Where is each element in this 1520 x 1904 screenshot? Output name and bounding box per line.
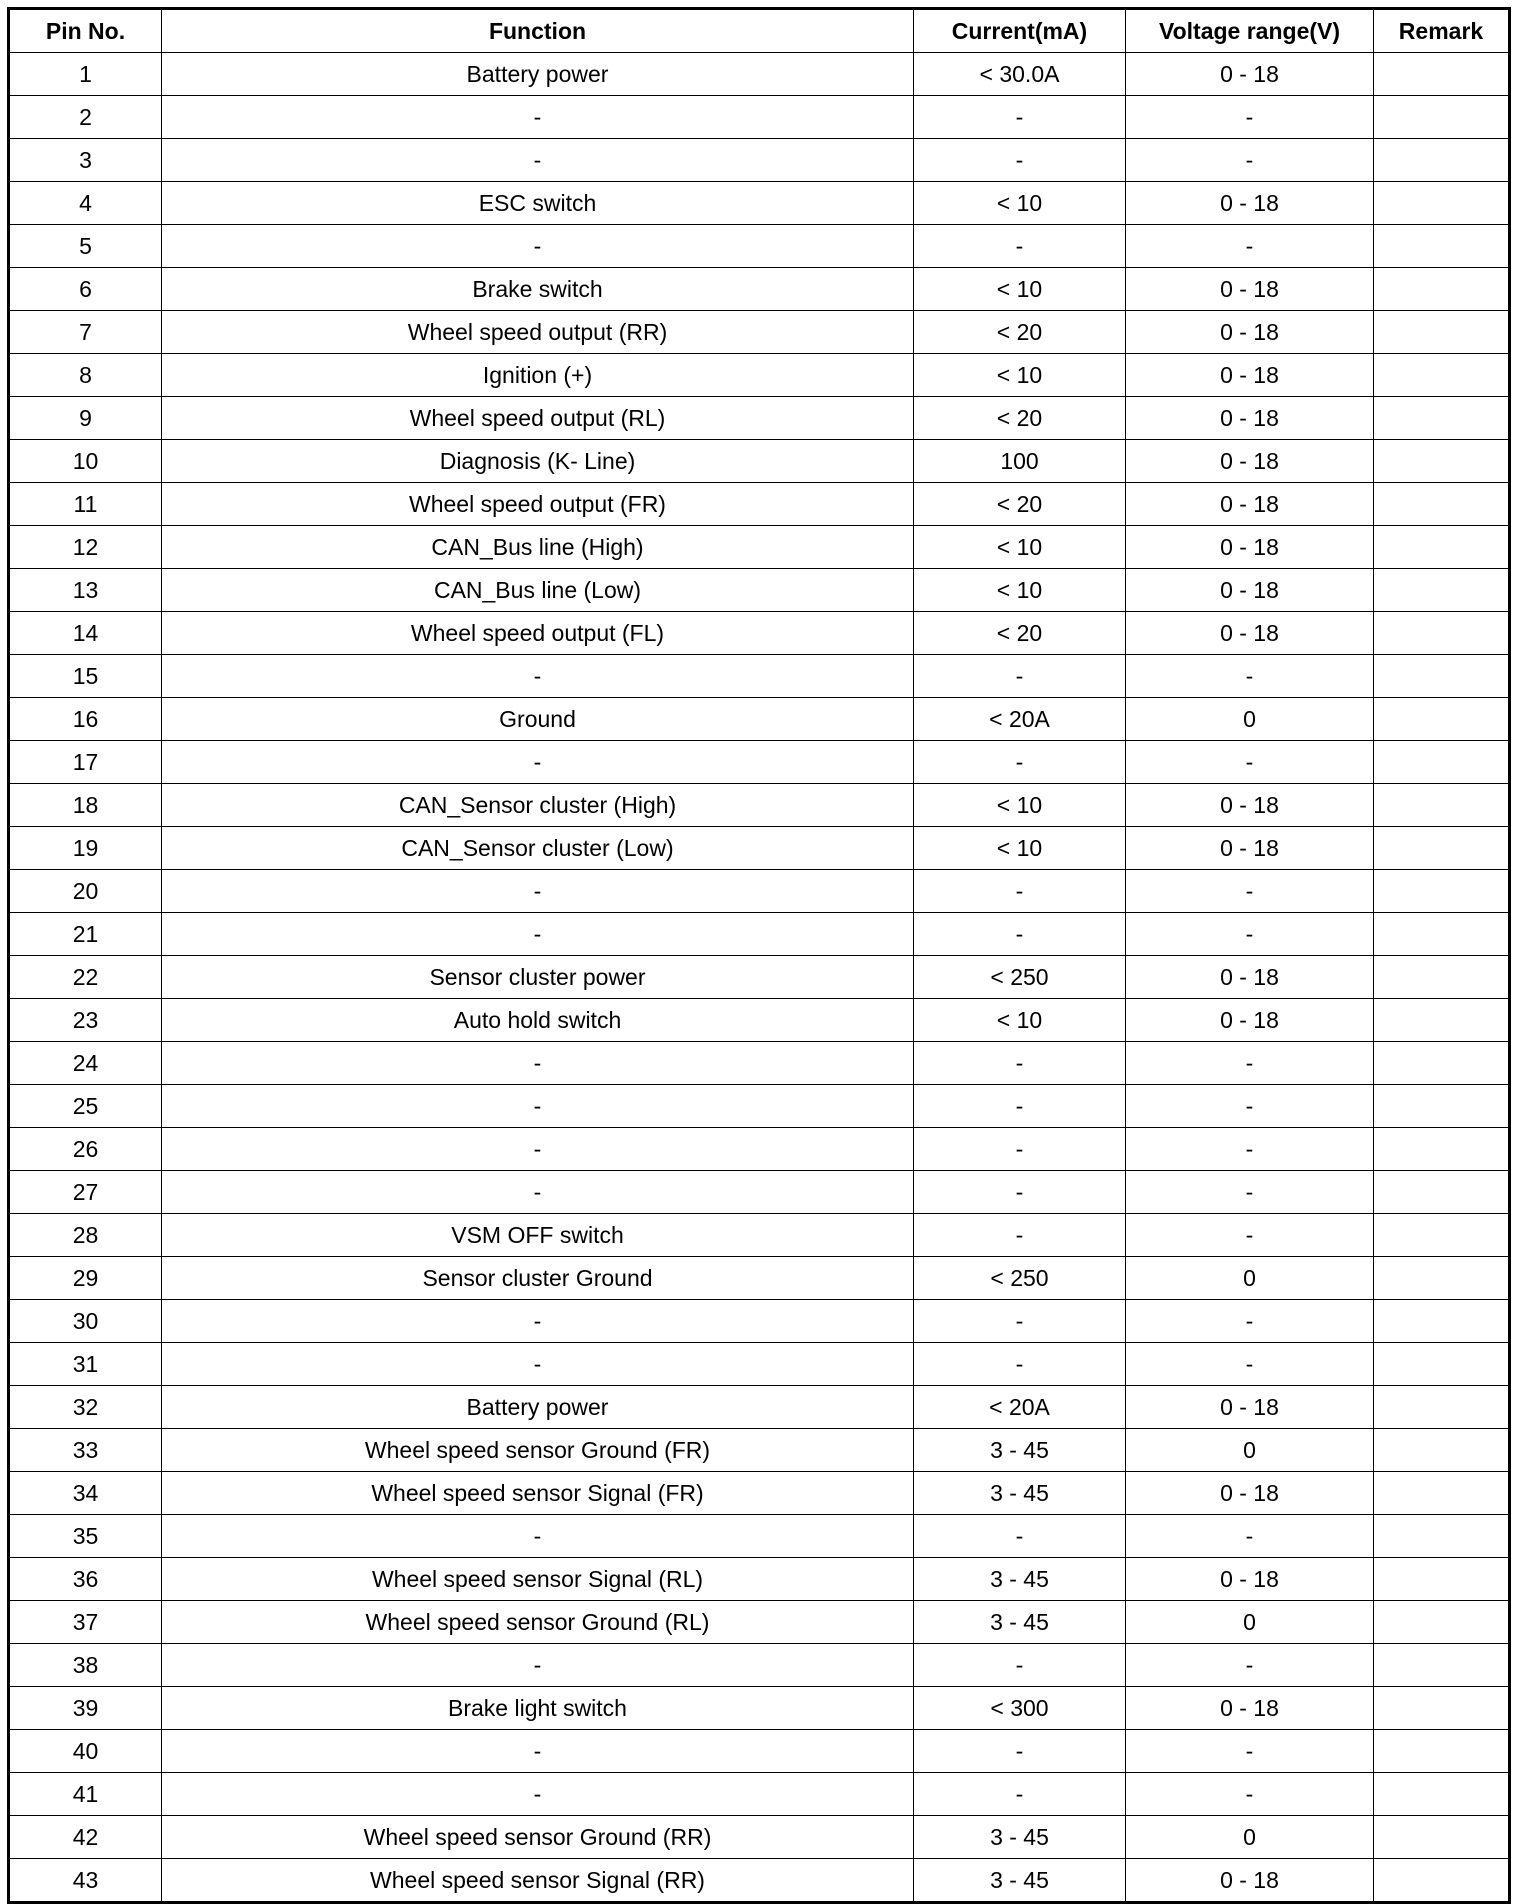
voltage-range-cell: - (1126, 1085, 1374, 1128)
table-row (9, 827, 1510, 870)
remark-cell (1374, 698, 1510, 741)
function-cell: - (162, 96, 914, 139)
pin-no-cell: 35 (9, 1515, 162, 1558)
pin-no-cell: 28 (9, 1214, 162, 1257)
table-row (9, 870, 1510, 913)
function-cell: Wheel speed sensor Signal (RR) (162, 1859, 914, 1903)
current-cell: - (914, 1214, 1126, 1257)
function-cell: CAN_Sensor cluster (Low) (162, 827, 914, 870)
pin-no-cell: 7 (9, 311, 162, 354)
current-cell: - (914, 1343, 1126, 1386)
function-cell: ESC switch (162, 182, 914, 225)
remark-cell (1374, 1558, 1510, 1601)
table-row (9, 1085, 1510, 1128)
table-row (9, 1429, 1510, 1472)
table-row (9, 612, 1510, 655)
table-row (9, 999, 1510, 1042)
table-row (9, 1515, 1510, 1558)
current-cell: 3 - 45 (914, 1472, 1126, 1515)
current-cell: 3 - 45 (914, 1429, 1126, 1472)
pin-no-cell: 34 (9, 1472, 162, 1515)
pin-no-cell: 27 (9, 1171, 162, 1214)
table-row (9, 182, 1510, 225)
remark-cell (1374, 397, 1510, 440)
voltage-range-cell: - (1126, 1730, 1374, 1773)
voltage-range-cell: 0 - 18 (1126, 999, 1374, 1042)
pin-no-cell: 37 (9, 1601, 162, 1644)
remark-cell (1374, 1128, 1510, 1171)
table-row (9, 655, 1510, 698)
pin-no-cell: 23 (9, 999, 162, 1042)
pin-no-cell: 15 (9, 655, 162, 698)
pin-no-cell: 41 (9, 1773, 162, 1816)
current-cell: - (914, 741, 1126, 784)
remark-cell (1374, 913, 1510, 956)
voltage-range-cell: 0 - 18 (1126, 53, 1374, 96)
pin-no-cell: 22 (9, 956, 162, 999)
pin-no-cell: 26 (9, 1128, 162, 1171)
voltage-range-cell: 0 - 18 (1126, 311, 1374, 354)
current-cell: 3 - 45 (914, 1816, 1126, 1859)
current-cell: < 20 (914, 612, 1126, 655)
function-cell: - (162, 1042, 914, 1085)
function-cell: - (162, 1730, 914, 1773)
voltage-range-cell: 0 - 18 (1126, 483, 1374, 526)
function-cell: Battery power (162, 53, 914, 96)
remark-cell (1374, 870, 1510, 913)
current-cell: < 20 (914, 397, 1126, 440)
function-cell: Wheel speed output (RL) (162, 397, 914, 440)
current-cell: < 10 (914, 784, 1126, 827)
function-cell: - (162, 1644, 914, 1687)
voltage-range-cell: - (1126, 1042, 1374, 1085)
remark-cell (1374, 268, 1510, 311)
table-row (9, 1257, 1510, 1300)
pin-no-cell: 21 (9, 913, 162, 956)
pin-no-cell: 31 (9, 1343, 162, 1386)
remark-cell (1374, 1171, 1510, 1214)
current-cell: < 10 (914, 827, 1126, 870)
table-row (9, 1171, 1510, 1214)
current-cell: < 250 (914, 956, 1126, 999)
remark-cell (1374, 1386, 1510, 1429)
pin-no-cell: 10 (9, 440, 162, 483)
remark-cell (1374, 1085, 1510, 1128)
current-cell: - (914, 1128, 1126, 1171)
current-cell: - (914, 1042, 1126, 1085)
pin-no-cell: 38 (9, 1644, 162, 1687)
pin-no-cell: 25 (9, 1085, 162, 1128)
pin-no-cell: 39 (9, 1687, 162, 1730)
current-cell: - (914, 870, 1126, 913)
table-row (9, 139, 1510, 182)
remark-cell (1374, 827, 1510, 870)
table-row (9, 1773, 1510, 1816)
voltage-range-cell: 0 - 18 (1126, 569, 1374, 612)
function-cell: Auto hold switch (162, 999, 914, 1042)
voltage-range-cell: - (1126, 1644, 1374, 1687)
remark-cell (1374, 1773, 1510, 1816)
current-cell: 3 - 45 (914, 1601, 1126, 1644)
table-row (9, 397, 1510, 440)
remark-cell (1374, 311, 1510, 354)
current-cell: < 10 (914, 182, 1126, 225)
current-cell: 3 - 45 (914, 1859, 1126, 1903)
voltage-range-cell: - (1126, 1300, 1374, 1343)
current-cell: 3 - 45 (914, 1558, 1126, 1601)
current-cell: < 10 (914, 526, 1126, 569)
table-row (9, 1644, 1510, 1687)
table-row (9, 1601, 1510, 1644)
table-row (9, 1687, 1510, 1730)
pin-no-cell: 12 (9, 526, 162, 569)
voltage-range-cell: 0 - 18 (1126, 1472, 1374, 1515)
table-row (9, 741, 1510, 784)
current-cell: - (914, 225, 1126, 268)
function-cell: - (162, 913, 914, 956)
table-row (9, 225, 1510, 268)
voltage-range-cell: 0 - 18 (1126, 354, 1374, 397)
table-row (9, 956, 1510, 999)
pin-no-cell: 4 (9, 182, 162, 225)
pin-no-cell: 24 (9, 1042, 162, 1085)
header-pin-no: Pin No. (9, 9, 162, 53)
voltage-range-cell: - (1126, 1773, 1374, 1816)
remark-cell (1374, 784, 1510, 827)
current-cell: - (914, 1773, 1126, 1816)
voltage-range-cell: 0 (1126, 698, 1374, 741)
pin-no-cell: 29 (9, 1257, 162, 1300)
table-row (9, 1042, 1510, 1085)
function-cell: - (162, 139, 914, 182)
pin-no-cell: 20 (9, 870, 162, 913)
current-cell: - (914, 1644, 1126, 1687)
voltage-range-cell: 0 (1126, 1816, 1374, 1859)
voltage-range-cell: 0 - 18 (1126, 784, 1374, 827)
table-header-row (9, 9, 1510, 53)
current-cell: - (914, 139, 1126, 182)
function-cell: - (162, 1515, 914, 1558)
remark-cell (1374, 1214, 1510, 1257)
voltage-range-cell: - (1126, 96, 1374, 139)
function-cell: - (162, 741, 914, 784)
remark-cell (1374, 1472, 1510, 1515)
table-row (9, 354, 1510, 397)
voltage-range-cell: 0 - 18 (1126, 1386, 1374, 1429)
function-cell: CAN_Sensor cluster (High) (162, 784, 914, 827)
voltage-range-cell: - (1126, 870, 1374, 913)
current-cell: 100 (914, 440, 1126, 483)
table-row (9, 53, 1510, 96)
remark-cell (1374, 1644, 1510, 1687)
table-row (9, 1730, 1510, 1773)
pin-no-cell: 11 (9, 483, 162, 526)
current-cell: < 300 (914, 1687, 1126, 1730)
table-row (9, 311, 1510, 354)
function-cell: Wheel speed output (FL) (162, 612, 914, 655)
pin-no-cell: 6 (9, 268, 162, 311)
voltage-range-cell: 0 - 18 (1126, 440, 1374, 483)
remark-cell (1374, 526, 1510, 569)
table-row (9, 268, 1510, 311)
voltage-range-cell: 0 - 18 (1126, 268, 1374, 311)
remark-cell (1374, 1257, 1510, 1300)
table-row (9, 526, 1510, 569)
function-cell: Ignition (+) (162, 354, 914, 397)
voltage-range-cell: - (1126, 741, 1374, 784)
voltage-range-cell: 0 - 18 (1126, 1687, 1374, 1730)
table-row (9, 1386, 1510, 1429)
pin-no-cell: 33 (9, 1429, 162, 1472)
remark-cell (1374, 354, 1510, 397)
table-row (9, 1558, 1510, 1601)
pin-no-cell: 14 (9, 612, 162, 655)
function-cell: Sensor cluster power (162, 956, 914, 999)
pin-no-cell: 36 (9, 1558, 162, 1601)
remark-cell (1374, 569, 1510, 612)
current-cell: - (914, 1515, 1126, 1558)
remark-cell (1374, 956, 1510, 999)
remark-cell (1374, 53, 1510, 96)
function-cell: - (162, 1773, 914, 1816)
function-cell: Battery power (162, 1386, 914, 1429)
current-cell: < 20 (914, 311, 1126, 354)
voltage-range-cell: 0 - 18 (1126, 1859, 1374, 1903)
pin-no-cell: 32 (9, 1386, 162, 1429)
function-cell: - (162, 1085, 914, 1128)
table-row (9, 913, 1510, 956)
header-function: Function (162, 9, 914, 53)
remark-cell (1374, 999, 1510, 1042)
current-cell: - (914, 913, 1126, 956)
pin-function-table (7, 7, 1511, 1904)
voltage-range-cell: 0 - 18 (1126, 1558, 1374, 1601)
table-row (9, 1343, 1510, 1386)
voltage-range-cell: 0 - 18 (1126, 612, 1374, 655)
current-cell: < 30.0A (914, 53, 1126, 96)
remark-cell (1374, 1429, 1510, 1472)
function-cell: - (162, 655, 914, 698)
function-cell: Wheel speed sensor Signal (FR) (162, 1472, 914, 1515)
voltage-range-cell: - (1126, 225, 1374, 268)
voltage-range-cell: - (1126, 913, 1374, 956)
voltage-range-cell: - (1126, 1171, 1374, 1214)
header-voltage-range: Voltage range(V) (1126, 9, 1374, 53)
voltage-range-cell: - (1126, 655, 1374, 698)
remark-cell (1374, 1300, 1510, 1343)
table-row (9, 483, 1510, 526)
function-cell: Ground (162, 698, 914, 741)
remark-cell (1374, 1816, 1510, 1859)
current-cell: - (914, 1085, 1126, 1128)
table-row (9, 440, 1510, 483)
voltage-range-cell: - (1126, 1214, 1374, 1257)
remark-cell (1374, 1343, 1510, 1386)
pin-no-cell: 30 (9, 1300, 162, 1343)
remark-cell (1374, 1042, 1510, 1085)
current-cell: < 20 (914, 483, 1126, 526)
function-cell: Diagnosis (K- Line) (162, 440, 914, 483)
current-cell: - (914, 1171, 1126, 1214)
pin-no-cell: 13 (9, 569, 162, 612)
function-cell: Wheel speed output (RR) (162, 311, 914, 354)
remark-cell (1374, 741, 1510, 784)
pin-no-cell: 18 (9, 784, 162, 827)
remark-cell (1374, 1601, 1510, 1644)
function-cell: - (162, 870, 914, 913)
voltage-range-cell: 0 - 18 (1126, 956, 1374, 999)
table-row (9, 1128, 1510, 1171)
remark-cell (1374, 1859, 1510, 1903)
voltage-range-cell: 0 (1126, 1429, 1374, 1472)
function-cell: - (162, 1171, 914, 1214)
current-cell: < 20A (914, 1386, 1126, 1429)
function-cell: CAN_Bus line (High) (162, 526, 914, 569)
pin-no-cell: 43 (9, 1859, 162, 1903)
voltage-range-cell: 0 - 18 (1126, 827, 1374, 870)
function-cell: CAN_Bus line (Low) (162, 569, 914, 612)
voltage-range-cell: 0 - 18 (1126, 397, 1374, 440)
function-cell: - (162, 225, 914, 268)
function-cell: VSM OFF switch (162, 1214, 914, 1257)
remark-cell (1374, 1687, 1510, 1730)
current-cell: - (914, 1300, 1126, 1343)
pin-no-cell: 8 (9, 354, 162, 397)
current-cell: < 20A (914, 698, 1126, 741)
current-cell: < 10 (914, 999, 1126, 1042)
remark-cell (1374, 96, 1510, 139)
table-row (9, 1472, 1510, 1515)
current-cell: - (914, 655, 1126, 698)
table-row (9, 1859, 1510, 1903)
table-row (9, 1214, 1510, 1257)
pin-no-cell: 19 (9, 827, 162, 870)
function-cell: Wheel speed sensor Ground (RR) (162, 1816, 914, 1859)
table-body (9, 53, 1510, 1903)
function-cell: Wheel speed sensor Signal (RL) (162, 1558, 914, 1601)
voltage-range-cell: - (1126, 139, 1374, 182)
function-cell: Brake switch (162, 268, 914, 311)
current-cell: < 250 (914, 1257, 1126, 1300)
table-row (9, 569, 1510, 612)
table-row (9, 1816, 1510, 1859)
remark-cell (1374, 182, 1510, 225)
current-cell: - (914, 1730, 1126, 1773)
function-cell: Brake light switch (162, 1687, 914, 1730)
function-cell: Wheel speed output (FR) (162, 483, 914, 526)
table-row (9, 784, 1510, 827)
function-cell: Wheel speed sensor Ground (FR) (162, 1429, 914, 1472)
remark-cell (1374, 139, 1510, 182)
current-cell: - (914, 96, 1126, 139)
pin-no-cell: 9 (9, 397, 162, 440)
table-row (9, 96, 1510, 139)
voltage-range-cell: - (1126, 1128, 1374, 1171)
pin-no-cell: 42 (9, 1816, 162, 1859)
remark-cell (1374, 1515, 1510, 1558)
pin-no-cell: 17 (9, 741, 162, 784)
pin-no-cell: 1 (9, 53, 162, 96)
remark-cell (1374, 483, 1510, 526)
table-row (9, 698, 1510, 741)
function-cell: - (162, 1128, 914, 1171)
voltage-range-cell: 0 (1126, 1257, 1374, 1300)
voltage-range-cell: 0 (1126, 1601, 1374, 1644)
remark-cell (1374, 440, 1510, 483)
pin-no-cell: 2 (9, 96, 162, 139)
remark-cell (1374, 612, 1510, 655)
remark-cell (1374, 655, 1510, 698)
current-cell: < 10 (914, 268, 1126, 311)
function-cell: Wheel speed sensor Ground (RL) (162, 1601, 914, 1644)
voltage-range-cell: 0 - 18 (1126, 526, 1374, 569)
voltage-range-cell: - (1126, 1343, 1374, 1386)
voltage-range-cell: 0 - 18 (1126, 182, 1374, 225)
header-current: Current(mA) (914, 9, 1126, 53)
pin-no-cell: 5 (9, 225, 162, 268)
table-row (9, 1300, 1510, 1343)
voltage-range-cell: - (1126, 1515, 1374, 1558)
function-cell: - (162, 1343, 914, 1386)
current-cell: < 10 (914, 354, 1126, 397)
header-remark: Remark (1374, 9, 1510, 53)
current-cell: < 10 (914, 569, 1126, 612)
remark-cell (1374, 225, 1510, 268)
pin-no-cell: 16 (9, 698, 162, 741)
function-cell: Sensor cluster Ground (162, 1257, 914, 1300)
remark-cell (1374, 1730, 1510, 1773)
pin-no-cell: 3 (9, 139, 162, 182)
pin-no-cell: 40 (9, 1730, 162, 1773)
function-cell: - (162, 1300, 914, 1343)
